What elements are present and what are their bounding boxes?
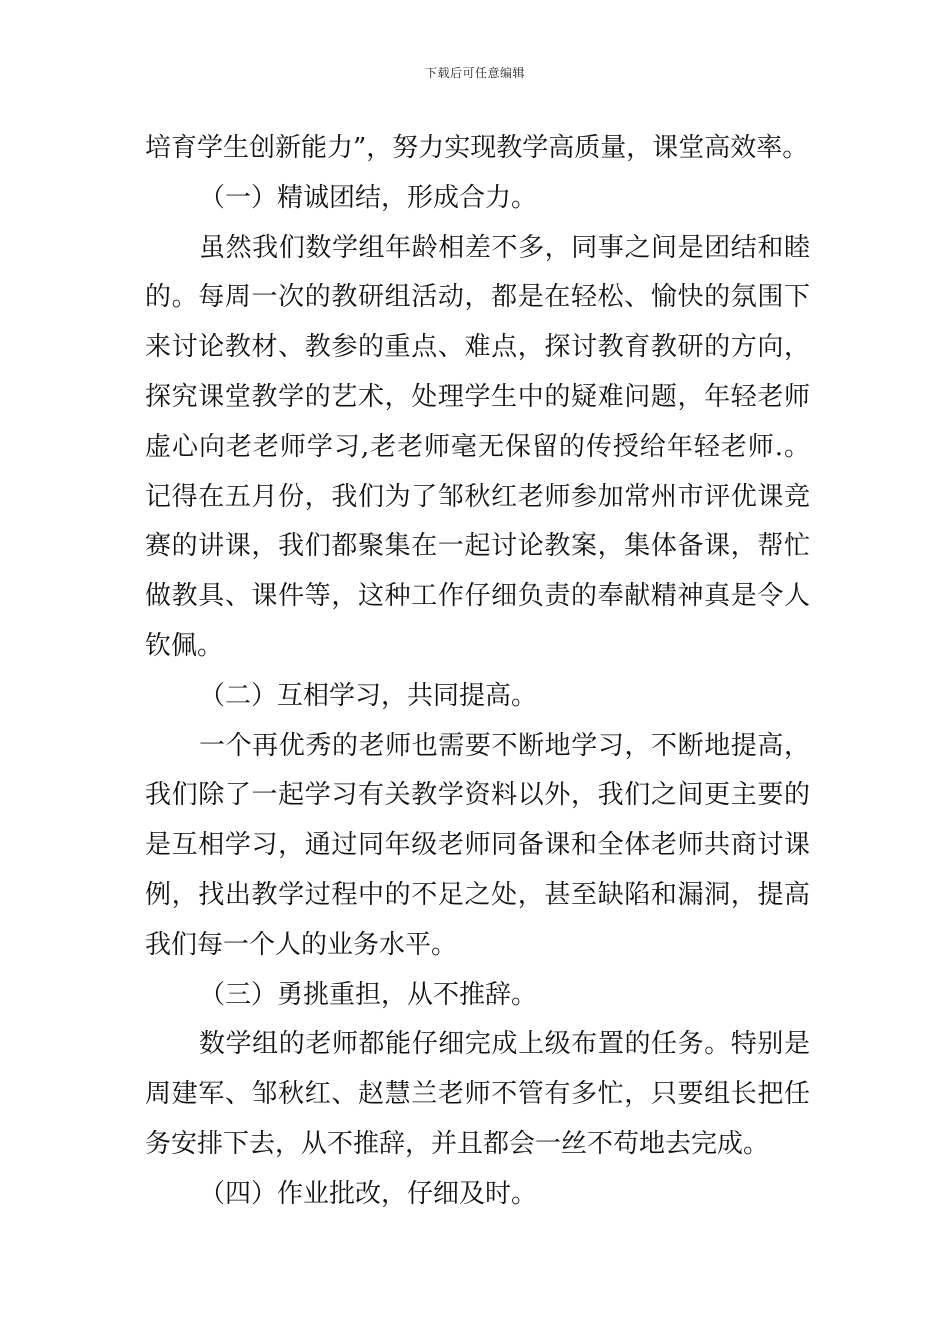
page-header: 下载后可任意编辑 [424, 66, 525, 80]
paragraph: 培育学生创新能力”，努力实现教学高质量，课堂高效率。 [145, 133, 809, 163]
section-heading: （一）精诚团结，形成合力。 [199, 182, 538, 213]
document-body [145, 124, 810, 1220]
paragraph: 虽然我们数学组年龄相差不多，同事之间是团结和睦的。每周一次的教研组活动，都是在轻松、愉快的氛围下来讨论教材、教参的重点、难点，探讨教育教研的方向，探究课堂教学的艺术，处理学生中的疑难问题，年轻老师虚心向老老师学习,老老师毫无保留的传授给年轻老师.。记得在五月份，我们为了邹秋红老师参加常州市评优课竞赛的讲课，我们都聚集在一起讨论教案，集体备课，帮忙做教具、课件等，这种工作仔细负责的奉献精神真是令人钦佩。 [145, 232, 810, 661]
section-heading: （三）勇挑重担，从不推辞。 [199, 979, 538, 1010]
paragraph: 数学组的老师都能仔细完成上级布置的任务。特别是周建军、邹秋红、赵慧兰老师不管有多忙，只要组长把任务安排下去，从不推辞，并且都会一丝不苟地去完成。 [145, 1029, 810, 1159]
section-heading: （四）作业批改，仔细及时。 [199, 1178, 538, 1209]
paragraph: 一个再优秀的老师也需要不断地学习，不断地提高，我们除了一起学习有关教学资料以外，我们之间更主要的是互相学习，通过同年级老师同备课和全体老师共商讨课例，找出教学过程中的不足之处，甚至缺陷和漏洞，提高我们每一个人的业务水平。 [145, 730, 810, 960]
section-heading: （二）互相学习，共同提高。 [199, 680, 538, 711]
